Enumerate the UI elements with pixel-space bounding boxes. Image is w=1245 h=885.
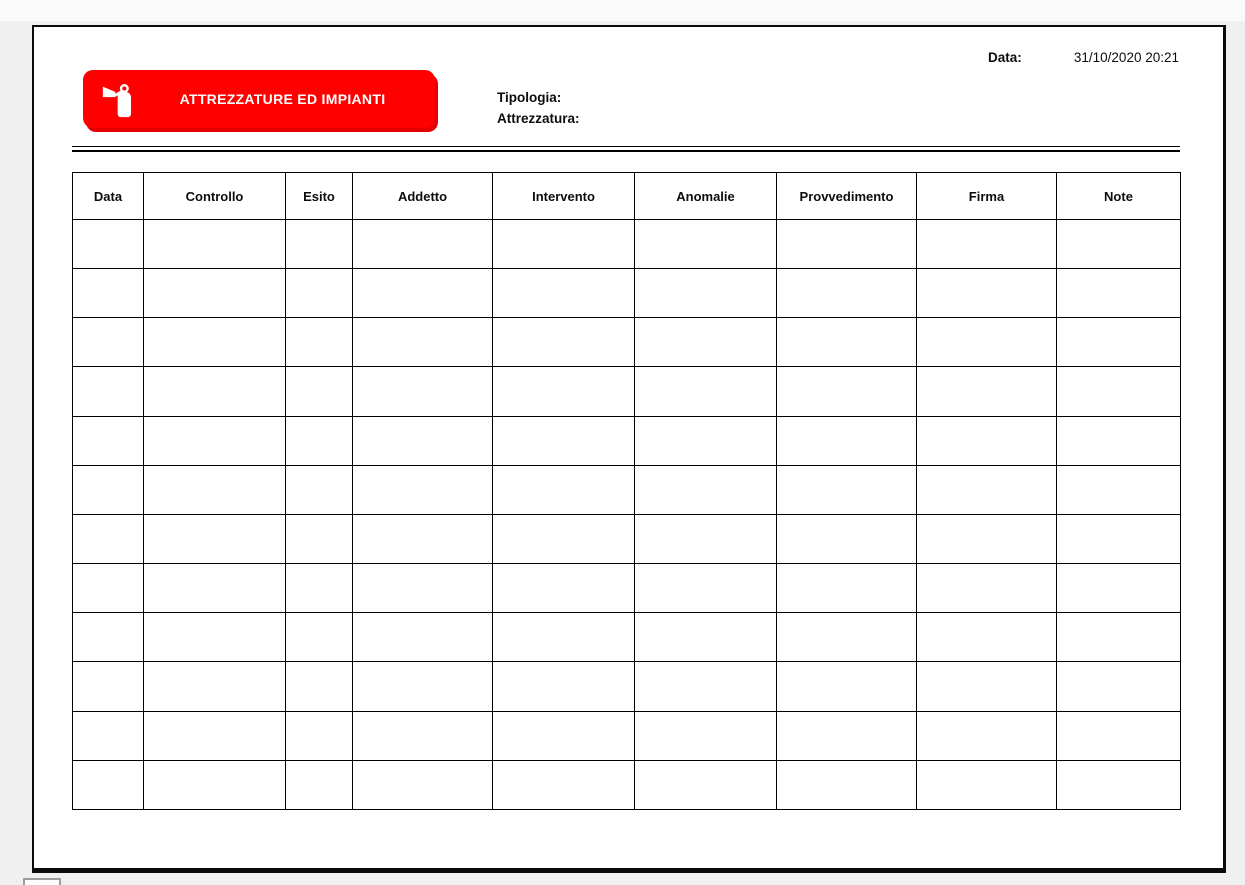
table-cell <box>286 613 353 662</box>
table-row <box>73 760 1181 809</box>
table-cell <box>777 318 917 367</box>
table-cell <box>286 760 353 809</box>
table-cell <box>635 465 777 514</box>
table-cell <box>144 269 286 318</box>
table-cell <box>493 367 635 416</box>
table-row <box>73 318 1181 367</box>
table-cell <box>73 318 144 367</box>
table-cell <box>777 711 917 760</box>
table-cell <box>917 711 1057 760</box>
table-cell <box>917 613 1057 662</box>
table-cell <box>917 662 1057 711</box>
date-value: 31/10/2020 20:21 <box>1073 50 1179 65</box>
column-header-esito: Esito <box>286 173 353 220</box>
table-cell <box>73 416 144 465</box>
column-header-anomalie: Anomalie <box>635 173 777 220</box>
table-cell <box>286 711 353 760</box>
column-header-data: Data <box>73 173 144 220</box>
table-cell <box>73 760 144 809</box>
table-cell <box>286 662 353 711</box>
column-header-provvedimento: Provvedimento <box>777 173 917 220</box>
table-row <box>73 269 1181 318</box>
table-cell <box>493 564 635 613</box>
table-cell <box>777 514 917 563</box>
attrezzatura-label: Attrezzatura: <box>497 111 580 126</box>
table-cell <box>917 269 1057 318</box>
table-cell <box>144 220 286 269</box>
table-cell <box>73 613 144 662</box>
table-cell <box>635 269 777 318</box>
table-cell <box>286 465 353 514</box>
column-header-controllo: Controllo <box>144 173 286 220</box>
table-cell <box>73 514 144 563</box>
table-row <box>73 416 1181 465</box>
table-cell <box>1057 564 1181 613</box>
maintenance-log-table <box>72 172 1181 810</box>
table-cell <box>353 465 493 514</box>
table-cell <box>144 465 286 514</box>
table-cell <box>286 220 353 269</box>
table-cell <box>917 514 1057 563</box>
table-cell <box>353 269 493 318</box>
table-cell <box>73 269 144 318</box>
table-cell <box>635 220 777 269</box>
column-header-intervento: Intervento <box>493 173 635 220</box>
table-cell <box>493 220 635 269</box>
table-row <box>73 220 1181 269</box>
table-cell <box>353 367 493 416</box>
table-cell <box>917 367 1057 416</box>
table-row <box>73 367 1181 416</box>
table-cell <box>493 514 635 563</box>
table-row <box>73 465 1181 514</box>
table-cell <box>777 269 917 318</box>
table-cell <box>144 416 286 465</box>
table-cell <box>1057 367 1181 416</box>
table-cell <box>777 662 917 711</box>
table-cell <box>1057 514 1181 563</box>
table-cell <box>1057 613 1181 662</box>
column-header-addetto: Addetto <box>353 173 493 220</box>
table-cell <box>144 760 286 809</box>
table-cell <box>777 760 917 809</box>
table-cell <box>917 564 1057 613</box>
table-cell <box>144 613 286 662</box>
table-cell <box>777 465 917 514</box>
table-cell <box>635 416 777 465</box>
table-cell <box>917 318 1057 367</box>
table-cell <box>635 564 777 613</box>
table-cell <box>144 318 286 367</box>
table-row <box>73 564 1181 613</box>
table-cell <box>353 514 493 563</box>
document-date-row <box>988 50 1179 65</box>
table-cell <box>635 662 777 711</box>
table-cell <box>353 416 493 465</box>
table-cell <box>493 416 635 465</box>
table-row <box>73 662 1181 711</box>
table-cell <box>917 760 1057 809</box>
table-header-row <box>73 173 1181 220</box>
table-row <box>73 613 1181 662</box>
table-row <box>73 711 1181 760</box>
table-cell <box>1057 465 1181 514</box>
table-cell <box>493 662 635 711</box>
table-cell <box>353 318 493 367</box>
table-cell <box>73 367 144 416</box>
double-rule-divider <box>72 146 1180 152</box>
banner-title: ATTREZZATURE ED IMPIANTI <box>179 91 386 107</box>
table-cell <box>777 613 917 662</box>
table-cell <box>353 711 493 760</box>
date-label: Data: <box>988 50 1022 65</box>
section-banner <box>83 70 435 128</box>
bottom-left-partial-box <box>23 878 61 885</box>
table-cell <box>777 416 917 465</box>
table-cell <box>353 613 493 662</box>
table-cell <box>635 760 777 809</box>
log-table-body <box>73 220 1181 810</box>
table-cell <box>73 662 144 711</box>
table-cell <box>353 662 493 711</box>
attrezzatura-field <box>497 111 580 126</box>
table-cell <box>493 269 635 318</box>
table-cell <box>353 220 493 269</box>
table-cell <box>1057 760 1181 809</box>
table-cell <box>1057 318 1181 367</box>
table-cell <box>286 269 353 318</box>
table-cell <box>1057 416 1181 465</box>
table-cell <box>635 613 777 662</box>
table-cell <box>917 416 1057 465</box>
table-cell <box>144 662 286 711</box>
table-cell <box>353 564 493 613</box>
table-cell <box>493 613 635 662</box>
table-cell <box>144 711 286 760</box>
table-cell <box>73 465 144 514</box>
table-cell <box>635 514 777 563</box>
table-cell <box>493 318 635 367</box>
table-cell <box>286 416 353 465</box>
table-cell <box>1057 220 1181 269</box>
column-header-note: Note <box>1057 173 1181 220</box>
table-cell <box>777 564 917 613</box>
table-cell <box>635 711 777 760</box>
table-cell <box>1057 662 1181 711</box>
table-cell <box>144 367 286 416</box>
table-cell <box>1057 269 1181 318</box>
table-cell <box>73 220 144 269</box>
table-cell <box>777 220 917 269</box>
table-cell <box>493 711 635 760</box>
table-cell <box>493 465 635 514</box>
table-cell <box>917 465 1057 514</box>
table-cell <box>917 220 1057 269</box>
tipologia-field <box>497 90 561 105</box>
table-cell <box>1057 711 1181 760</box>
table-cell <box>493 760 635 809</box>
table-cell <box>144 514 286 563</box>
table-cell <box>286 564 353 613</box>
table-cell <box>73 564 144 613</box>
table-cell <box>73 711 144 760</box>
table-cell <box>286 367 353 416</box>
table-cell <box>777 367 917 416</box>
table-cell <box>635 367 777 416</box>
table-cell <box>286 318 353 367</box>
tipologia-label: Tipologia: <box>497 90 562 105</box>
fire-extinguisher-icon <box>100 78 142 120</box>
table-row <box>73 514 1181 563</box>
column-header-firma: Firma <box>917 173 1057 220</box>
table-cell <box>353 760 493 809</box>
background-top-strip <box>0 0 1245 21</box>
table-cell <box>144 564 286 613</box>
table-cell <box>635 318 777 367</box>
table-cell <box>286 514 353 563</box>
